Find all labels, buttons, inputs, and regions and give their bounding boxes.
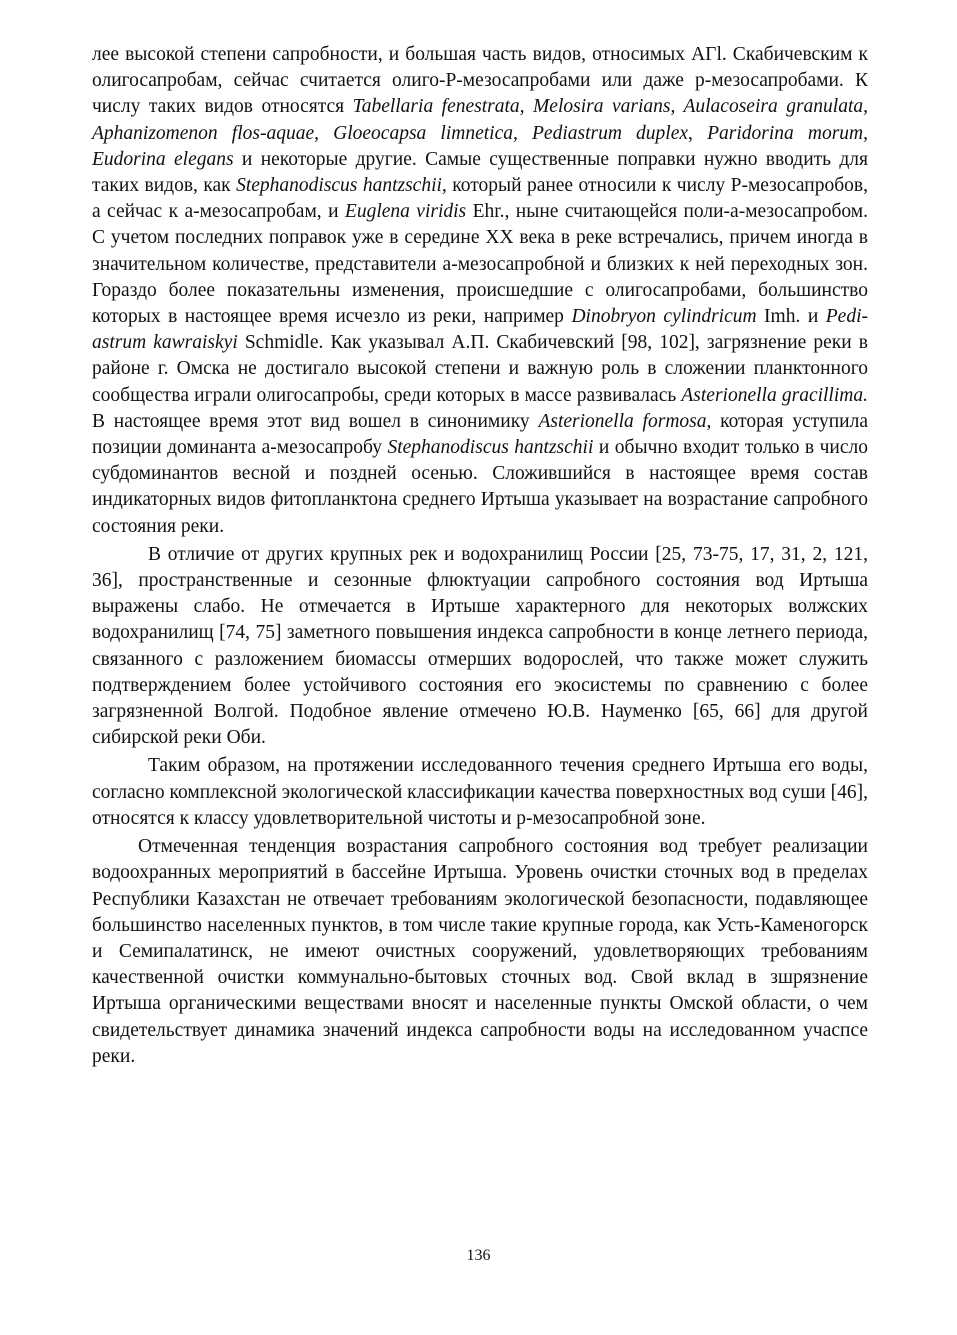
text-run: Ehr., ныне считающейся поли-а-мезосапробом. С учетом последних поправок уже в середине XX века в реке встречались, причем иногда в значительном количестве, представители а-мезосапробной и близких к ней переходных зон. Гораздо более показательны изменения, происшедшие с олигосапробами, большинство которых в настоящее время исчезло из реки, например [92, 201, 868, 328]
text-run: , [314, 122, 334, 144]
species-name: Stephanodiscus hantzschii [236, 175, 442, 197]
page-number: 136 [466, 1247, 491, 1264]
text-run: , [688, 122, 708, 144]
text-run: Imh. и [756, 306, 826, 328]
text-run: , который ранее относили к числу Р-мезосапробов, а сейчас к а-мезосапробам, и [92, 175, 868, 223]
species-name: Asterionella formosa [538, 410, 707, 432]
species-name: Tabellaria fenestrata, Melosira varians, Aulacoseira granulata, Aphanizomenon flos-aquae [92, 96, 868, 144]
paragraph-3 [92, 753, 868, 832]
text-run: и некоторые другие. Самые существенные поправки нужно вводить для таких видов, как [92, 148, 869, 197]
species-name: Gloeocapsa limnetica, Pediastrum duplex [333, 122, 689, 144]
page-body [92, 42, 868, 1070]
paragraph-1 [92, 42, 868, 540]
species-name: Paridorina morum, Eudorina elegans [92, 122, 869, 170]
text-run: , которая уступила позиции доминанта а-мезосапробу [92, 410, 868, 459]
species-name: Stephanodiscus hantzschii [387, 437, 594, 459]
text-run: Таким образом, на протяжении исследованного течения среднего Иртыша его воды, согласно комплексной экологической классификации качества поверхностных вод суши [46], относятся к классу удовлетворительной чистоты и р-мезосапробной зоне. [92, 755, 868, 829]
text-run: В настоящее время этот вид вошел в синонимику [92, 410, 539, 432]
paragraph-2 [92, 542, 868, 752]
text-run: В отличие от других крупных рек и водохранилищ России [25, 73-75, 17, 31, 2, 121, 36], пространственные и сезонные флюктуации сапробного состояния вод Иртыша выражены слабо. Не отмечается в Иртыше характерного для некоторых волжских водохранилищ [74, 75] заметного повышения индекса сапробности в конце летнего периода, связанного с разложением биомассы отмерших водорослей, что также может служить подтверждением более устойчивого состояния его экосистемы по сравнению с более загрязненной Волгой. Подобное явление отмечено Ю.В. Науменко [65, 66] для другой сибирской реки Оби. [92, 543, 868, 749]
species-name: Euglena viridis [344, 201, 467, 223]
text-run: Отмеченная тенденция возрастания сапробного состояния вод требует реализации водоохранных мероприятий в бассейне Иртыша. Уровень очистки сточных вод в пределах Республики Казахстан не отвечает требованиям экологической безопасности, подавляющее большинство населенных пунктов, в том числе такие крупные города, как Усть-Каменогорск и Семипалатинск, не имеют очистных сооружений, удовлетворяющих требованиям качественной очистки коммунально-бытовых сточных вод. Свой вклад в зшрязнение Иртыша органическими веществами вносят и населенные пункты Омской области, о чем свидетельствует динамика значений индекса сапробности воды на исследованном учаспсе реки. [92, 836, 868, 1067]
text-run: лее высокой степени сапробности, и большая часть видов, относимых АГl. Скабичевским к олигосапробам, сейчас считается олиго-Р-мезосапробами или даже р-мезосапробами. К числу таких видов относятся [92, 44, 868, 118]
species-name: Asterionella gracillima. [681, 384, 868, 406]
text-run: и обычно входит только в число субдоминантов весной и поздней осенью. Сложившийся в настоящее время состав индикаторных видов фитопланктона среднего Иртыша указывает на возрастание сапробного состояния реки. [92, 437, 868, 537]
species-name: Pediastrum kawraiskyi [92, 306, 868, 354]
paragraph-4 [92, 834, 868, 1070]
text-run: Schmidle. Как указывал А.П. Скабичевский [98, 102], загрязнение реки в районе г. Омска не достигало высокой степени и важную роль в сложении планктонного сообщества играли олигосапробы, среди которых в массе развивалась [92, 332, 868, 406]
species-name: Dinobryon cylindricum [571, 306, 757, 328]
